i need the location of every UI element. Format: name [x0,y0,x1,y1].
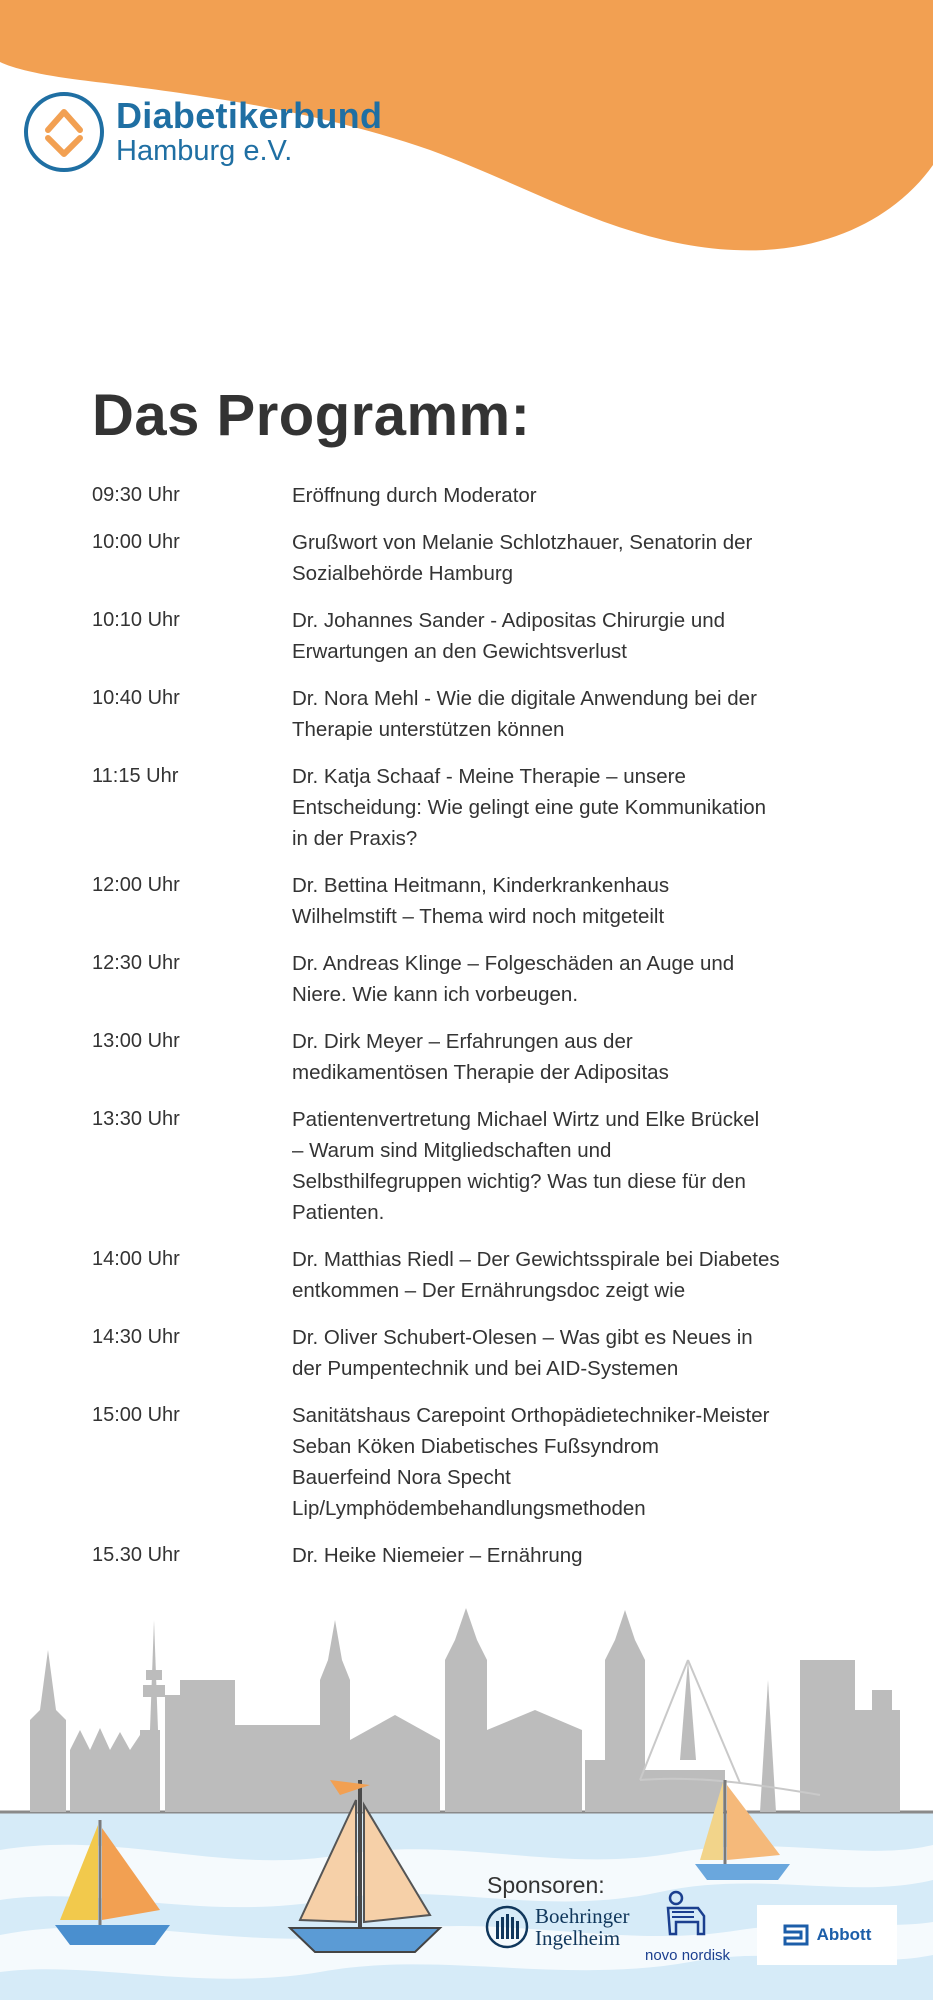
program-line: Therapie unterstützen können [292,718,565,741]
program-line: Dr. Heike Niemeier – Ernährung [292,1544,583,1567]
program-time: 12:00 Uhr [92,874,180,896]
program-line: – Warum sind Mitgliedschaften und [292,1139,612,1162]
program-line: Patientenvertretung Michael Wirtz und Elke Brückel [292,1108,760,1131]
program-item [92,1322,852,1384]
program-description [292,1104,852,1228]
abbott-name: Abbott [816,1925,872,1944]
program-item [92,870,852,932]
program-item [92,1244,852,1306]
novo-nordisk-name: novo nordisk [645,1947,731,1964]
program-item [92,683,852,745]
program-line: Bauerfeind Nora Specht [292,1466,511,1489]
program-item [92,480,852,511]
boehringer-line2: Ingelheim [535,1926,621,1950]
program-line: Erwartungen an den Gewichtsverlust [292,640,628,663]
logo-name-line1: Diabetikerbund [116,95,383,136]
program-description [292,605,852,667]
program-time: 14:00 Uhr [92,1248,180,1270]
sponsor-boehringer-ingelheim [485,1905,629,1949]
abbott-logo-icon [783,1924,809,1946]
program-description [292,527,852,589]
program-item [92,1540,852,1571]
program-description [292,870,852,932]
program-line: Patienten. [292,1201,385,1224]
program-description [292,1322,852,1384]
program-time: 14:30 Uhr [92,1326,180,1348]
program-line: Eröffnung durch Moderator [292,484,537,507]
program-description [292,1026,852,1088]
program-item [92,1400,852,1524]
diabetikerbund-logo-icon [22,90,106,174]
program-description [292,1244,852,1306]
program-time: 13:30 Uhr [92,1108,180,1130]
program-time: 11:15 Uhr [92,765,179,787]
logo-name-line2: Hamburg e.V. [116,135,293,167]
sponsor-novo-nordisk [645,1890,730,1964]
program-line: medikamentösen Therapie der Adipositas [292,1061,669,1084]
sponsor-abbott [757,1905,897,1965]
program-time: 10:40 Uhr [92,687,180,709]
program-description [292,480,852,511]
program-time: 12:30 Uhr [92,952,180,974]
skyline-silhouette [30,1608,900,1812]
program-line: Grußwort von Melanie Schlotzhauer, Senatorin der [292,531,753,554]
program-line: Dr. Oliver Schubert-Olesen – Was gibt es Neues in [292,1326,753,1349]
program-time: 10:10 Uhr [92,609,180,631]
program-time: 10:00 Uhr [92,531,180,553]
program-line: der Pumpentechnik und bei AID-Systemen [292,1357,679,1380]
program-item [92,527,852,589]
program-description [292,761,852,854]
program-line: Dr. Johannes Sander - Adipositas Chirurgie und [292,609,726,632]
program-line: Wilhelmstift – Thema wird noch mitgeteilt [292,905,665,928]
program-line: Dr. Matthias Riedl – Der Gewichtsspirale bei Diabetes [292,1248,780,1271]
novo-nordisk-bull-icon [658,1890,718,1942]
page-title: Das Programm: [92,383,531,448]
program-item [92,605,852,667]
program-description [292,948,852,1010]
program-line: Dr. Katja Schaaf - Meine Therapie – unsere [292,765,686,788]
boehringer-line1: Boehringer [535,1904,630,1928]
program-description [292,1540,852,1571]
program-time: 15.30 Uhr [92,1544,180,1566]
program-line: entkommen – Der Ernährungsdoc zeigt wie [292,1279,686,1302]
organization-logo [22,90,382,174]
program-description [292,683,852,745]
program-time: 15:00 Uhr [92,1404,180,1426]
sponsors-label: Sponsoren: [487,1872,605,1898]
program-line: Selbsthilfegruppen wichtig? Was tun diese für den [292,1170,746,1193]
program-line: Entscheidung: Wie gelingt eine gute Kommunikation [292,796,767,819]
program-line: Dr. Andreas Klinge – Folgeschäden an Auge und [292,952,735,975]
program-time: 13:00 Uhr [92,1030,180,1052]
program-line: in der Praxis? [292,827,418,850]
program-line: Dr. Nora Mehl - Wie die digitale Anwendung bei der [292,687,757,710]
program-list [92,480,852,1587]
program-line: Dr. Bettina Heitmann, Kinderkrankenhaus [292,874,670,897]
program-description [292,1400,852,1524]
program-item [92,1104,852,1228]
program-line: Lip/Lymphödembehandlungsmethoden [292,1497,646,1520]
program-line: Dr. Dirk Meyer – Erfahrungen aus der [292,1030,633,1053]
program-line: Seban Köken Diabetisches Fußsyndrom [292,1435,659,1458]
boehringer-logo-icon [485,1905,529,1949]
program-line: Sanitätshaus Carepoint Orthopädietechniker-Meister [292,1404,770,1427]
program-line: Sozialbehörde Hamburg [292,562,514,585]
program-time: 09:30 Uhr [92,484,180,506]
program-item [92,761,852,854]
program-line: Niere. Wie kann ich vorbeugen. [292,983,579,1006]
program-item [92,1026,852,1088]
program-item [92,948,852,1010]
